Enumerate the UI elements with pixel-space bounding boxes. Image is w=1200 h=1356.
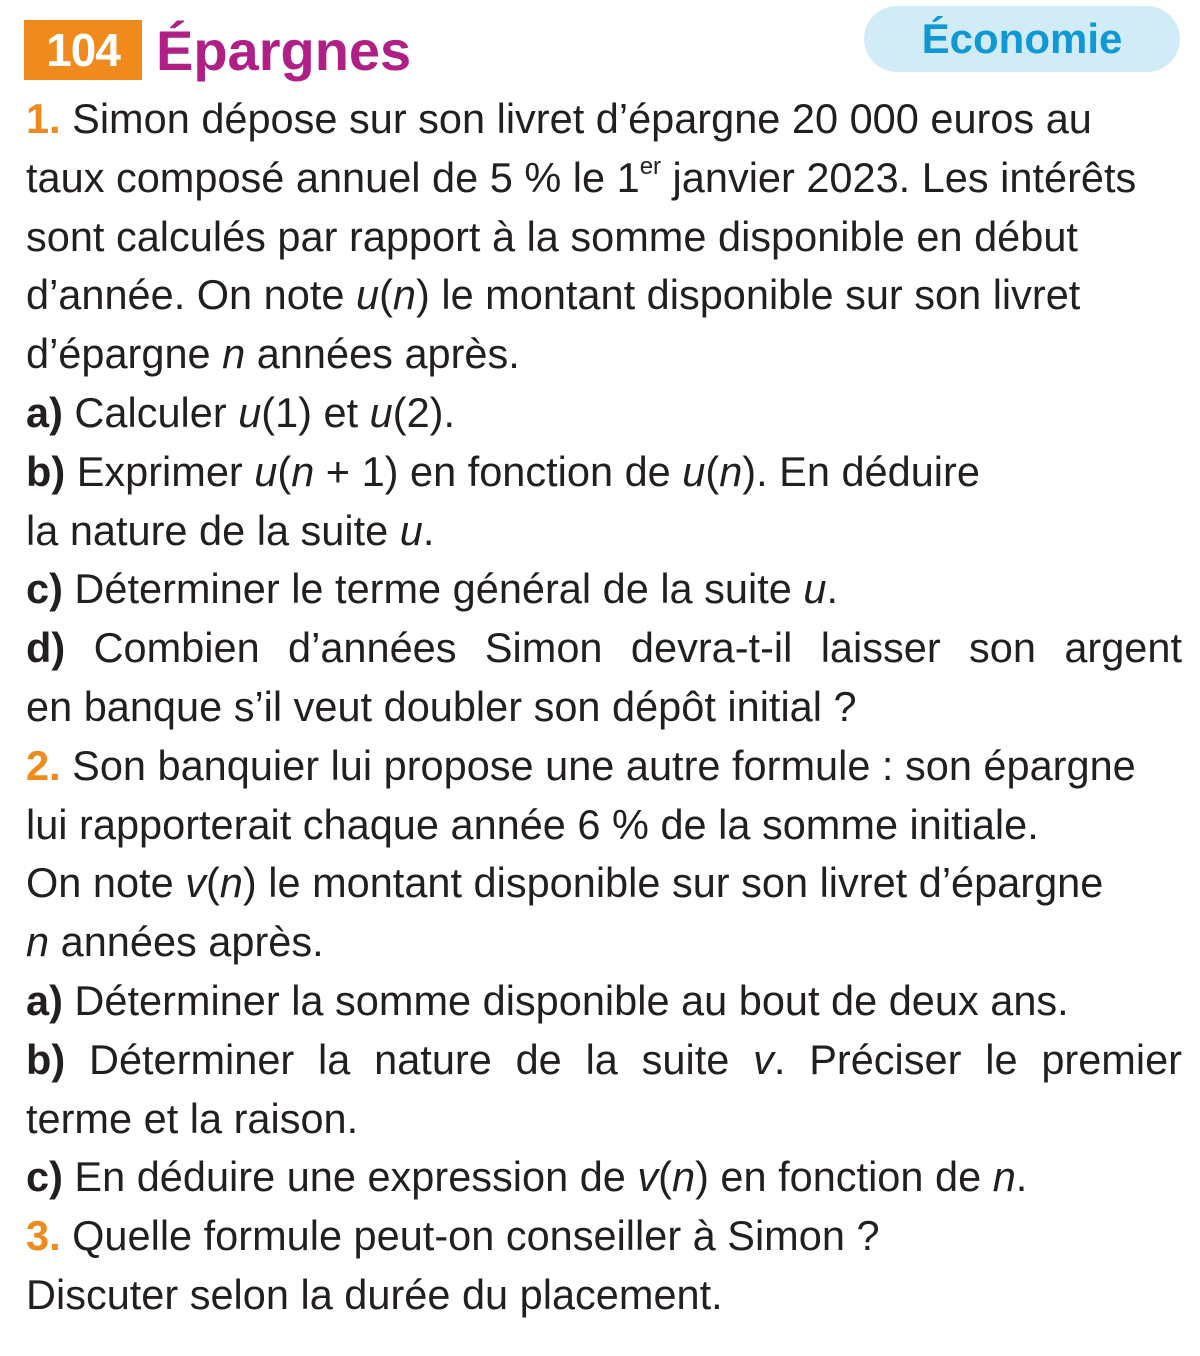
exercise-body xyxy=(26,90,1182,1325)
q1-c: c) Déterminer le terme général de la suite u. xyxy=(26,565,838,613)
q2-line-3: On note v(n) le montant disponible sur son livret d’épargne xyxy=(26,859,1104,907)
q1-b-line-2: la nature de la suite u. xyxy=(26,506,435,554)
exercise-title: Épargnes xyxy=(156,19,412,82)
exercise-header xyxy=(0,0,1200,92)
q3-line-1: 3. Quelle formule peut-on conseiller à Simon ? xyxy=(26,1212,880,1260)
q3-number: 3. xyxy=(26,1212,61,1260)
q2-b-line-2: terme et la raison. xyxy=(26,1094,359,1142)
q2-number: 2. xyxy=(26,741,61,789)
q1-line-4: d’année. On note u(n) le montant disponible sur son livret xyxy=(26,271,1081,319)
q1-d-line-2: en banque s’il veut doubler son dépôt initial ? xyxy=(26,682,857,730)
q2-line-1: 2. Son banquier lui propose une autre formule : son épargne xyxy=(26,741,1136,789)
q1-line-5: d’épargne n années après. xyxy=(26,330,520,378)
q1-a: a) Calculer u(1) et u(2). xyxy=(26,388,456,436)
q1-line-3: sont calculés par rapport à la somme disponible en début xyxy=(26,212,1078,260)
q2-b: b) Déterminer la nature de la suite v. Préciser le premier xyxy=(26,1035,1182,1083)
q2-c: c) En déduire une expression de v(n) en fonction de n. xyxy=(26,1153,1028,1201)
q3-line-2: Discuter selon la durée du placement. xyxy=(26,1270,723,1318)
q2-line-4: n années après. xyxy=(26,918,324,966)
q1-line-2: taux composé annuel de 5 % le 1er janvier 2023. Les intérêts xyxy=(26,152,1137,201)
q1-line-1: 1. Simon dépose sur son livret d’épargne 20 000 euros au xyxy=(26,95,1092,142)
q1-b: b) Exprimer u(n + 1) en fonction de u(n). En déduire xyxy=(26,447,980,495)
q2-line-2: lui rapporterait chaque année 6 % de la somme initiale. xyxy=(26,800,1039,848)
theme-badge: Économie xyxy=(864,6,1180,72)
q2-a: a) Déterminer la somme disponible au bout de deux ans. xyxy=(26,976,1069,1024)
q1-number: 1. xyxy=(26,95,61,142)
exercise-number-badge: 104 xyxy=(24,20,142,80)
q1-d: d) Combien d’années Simon devra-t-il laisser son argent xyxy=(26,624,1182,672)
